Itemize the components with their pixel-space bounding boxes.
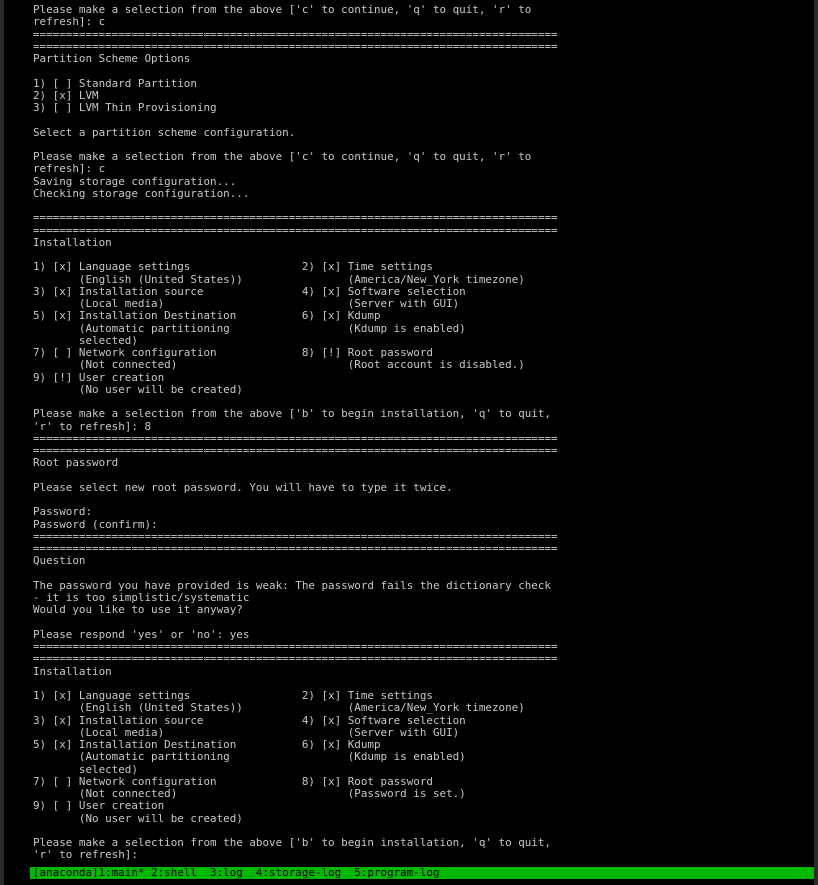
terminal-line: refresh]: c (33, 16, 106, 29)
terminal-line: 5) [x] Installation Destination 6) [x] Kdump (33, 310, 381, 323)
terminal-line: 9) [ ] User creation (33, 800, 165, 813)
terminal-line: (Local media) (Server with GUI) (33, 726, 460, 739)
terminal-line: (No user will be created) (33, 812, 243, 825)
terminal-line: ================================================================================ (33, 212, 558, 225)
terminal-line: - it is too simplistic/systematic (33, 592, 250, 604)
terminal-line: ================================================================================ (33, 653, 558, 666)
terminal-line: Password (confirm): (33, 518, 158, 531)
terminal-line: selected) (33, 763, 138, 776)
terminal-line: Installation (33, 236, 112, 249)
window-right-border (814, 0, 818, 885)
terminal-line: selected) (33, 334, 138, 347)
terminal-line: ================================================================================ (33, 432, 558, 445)
terminal-line: 2) [x] LVM (33, 89, 99, 102)
terminal-line: ================================================================================ (33, 543, 558, 555)
terminal-line (33, 678, 793, 690)
terminal-line: 7) [ ] Network configuration 8) [!] Root password (33, 347, 433, 359)
terminal-line: 3) [x] Installation source 4) [x] Software selection (33, 714, 466, 727)
terminal-line: (Not connected) (Password is set.) (33, 788, 466, 800)
terminal-line: ================================================================================ (33, 445, 558, 457)
terminal-line: Checking storage configuration... (33, 187, 250, 200)
terminal-line: 1) [ ] Standard Partition (33, 77, 197, 90)
terminal-line: Password: (33, 506, 93, 519)
terminal-line: Please make a selection from the above ['b' to begin installation, 'q' to quit, (33, 837, 551, 849)
terminal-line (33, 114, 793, 126)
terminal-line (33, 139, 793, 151)
terminal-line: 5) [x] Installation Destination 6) [x] Kdump (33, 739, 381, 751)
terminal-line: (Not connected) (Root account is disabled.) (33, 359, 525, 372)
terminal-line (33, 65, 793, 77)
terminal-line (33, 568, 793, 580)
terminal-line: Please make a selection from the above ['c' to continue, 'q' to quit, 'r' to (33, 151, 532, 163)
terminal-line: 7) [ ] Network configuration 8) [x] Root password (33, 775, 433, 788)
terminal-line: ================================================================================ (33, 224, 558, 237)
terminal-line: Please respond 'yes' or 'no': yes (33, 628, 250, 641)
terminal-line: ================================================================================ (33, 40, 558, 53)
terminal-line (33, 200, 793, 212)
terminal-line: 'r' to refresh]: (33, 849, 138, 862)
terminal-line: 3) [x] Installation source 4) [x] Software selection (33, 285, 466, 298)
terminal-line (33, 396, 793, 408)
terminal-line: Please make a selection from the above ['c' to continue, 'q' to quit, 'r' to (33, 4, 532, 16)
terminal-line: (No user will be created) (33, 383, 243, 396)
terminal-line: (Automatic partitioning (Kdump is enabled) (33, 751, 466, 764)
terminal-console[interactable] (33, 4, 793, 862)
terminal-line: ================================================================================ (33, 28, 558, 41)
terminal-line: Select a partition scheme configuration. (33, 126, 296, 139)
terminal-line: Root password (33, 457, 119, 470)
terminal-line: refresh]: c (33, 163, 106, 176)
terminal-line: Would you like to use it anyway? (33, 604, 243, 617)
terminal-line: Please select new root password. You will have to type it twice. (33, 481, 453, 494)
terminal-line (33, 825, 793, 837)
terminal-line: ================================================================================ (33, 530, 558, 543)
terminal-line: 9) [!] User creation (33, 371, 165, 384)
terminal-line: 1) [x] Language settings 2) [x] Time settings (33, 261, 433, 274)
terminal-line: 'r' to refresh]: 8 (33, 420, 152, 433)
terminal-line: Question (33, 555, 86, 568)
tmux-status-text: [anaconda]1:main* 2:shell 3:log 4:storage-log 5:program-log (33, 867, 440, 879)
terminal-line: ================================================================================ (33, 641, 558, 653)
terminal-line: Installation (33, 665, 112, 678)
terminal-line: (English (United States)) (America/New_York timezone) (33, 273, 525, 286)
terminal-line: Saving storage configuration... (33, 175, 237, 188)
terminal-line: 3) [ ] LVM Thin Provisioning (33, 102, 217, 114)
terminal-line (33, 494, 793, 506)
terminal-line (33, 249, 793, 261)
terminal-line: (Local media) (Server with GUI) (33, 298, 460, 310)
terminal-line: The password you have provided is weak: The password fails the dictionary check (33, 579, 551, 592)
terminal-line: Partition Scheme Options (33, 53, 191, 65)
terminal-line: (English (United States)) (America/New_York timezone) (33, 702, 525, 715)
window-left-border (0, 0, 4, 885)
terminal-line (33, 617, 793, 629)
terminal-line: 1) [x] Language settings 2) [x] Time settings (33, 690, 433, 702)
terminal-line: Please make a selection from the above ['b' to begin installation, 'q' to quit, (33, 408, 551, 421)
terminal-line: (Automatic partitioning (Kdump is enabled) (33, 322, 466, 335)
terminal-line (33, 470, 793, 482)
tmux-status-bar[interactable] (30, 867, 814, 879)
